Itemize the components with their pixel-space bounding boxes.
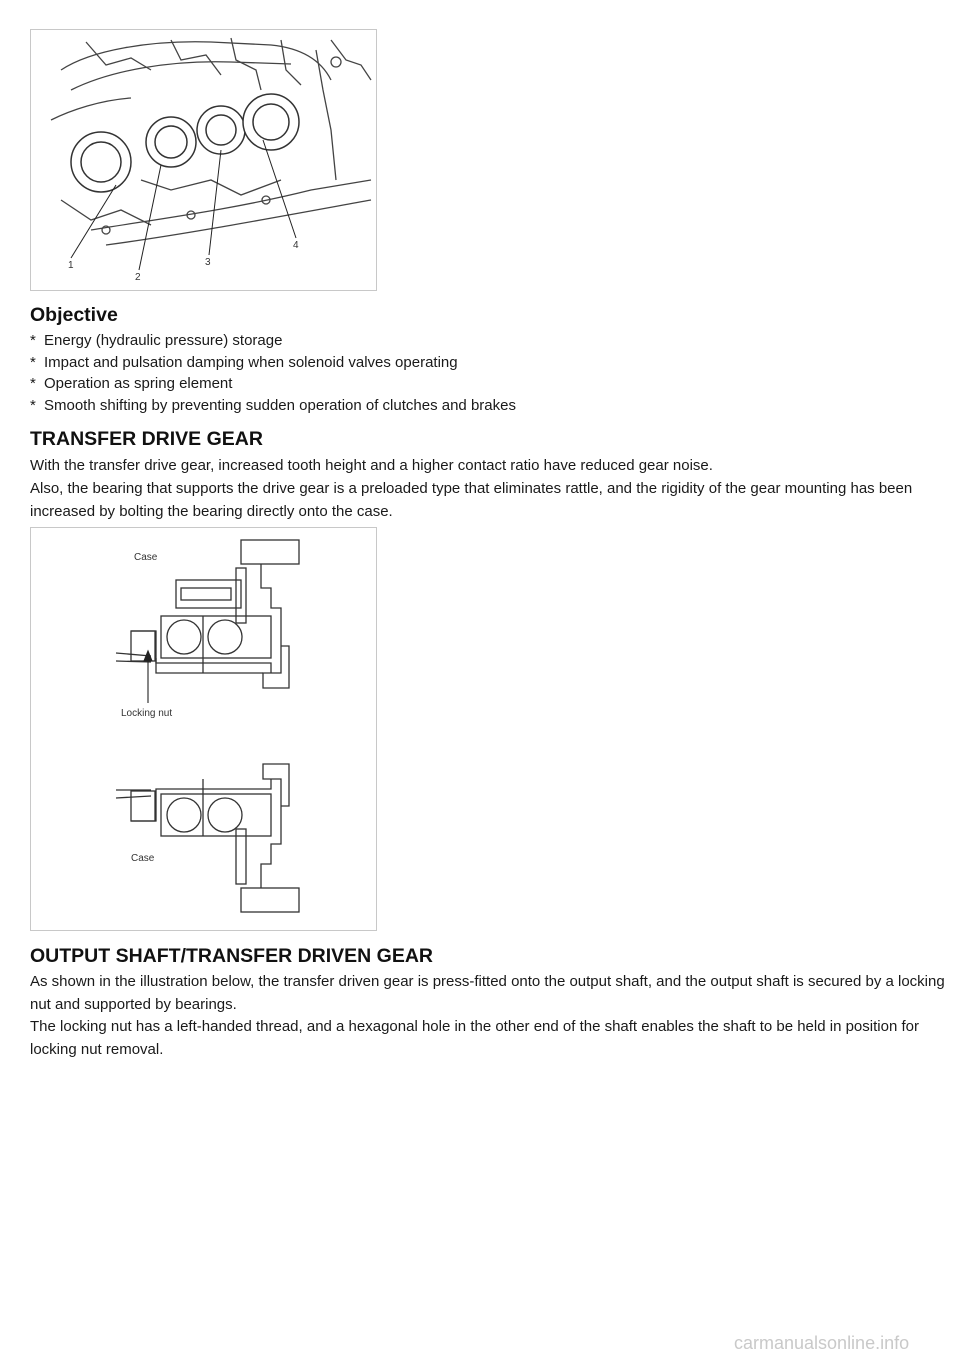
accumulator-illustration [30,29,377,291]
locking-nut-label: Locking nut [121,708,173,719]
transfer-drive-gear-heading: TRANSFER DRIVE GEAR [30,428,263,450]
objective-list [30,330,516,416]
objective-heading: Objective [30,304,118,326]
case-label-bottom: Case [131,853,155,864]
site-watermark: carmanualsonline.info [734,1333,910,1353]
list-item: * Energy (hydraulic pressure) storage [30,332,283,349]
transfer-drive-gear-illustration [30,527,377,931]
list-item: * Operation as spring element [30,375,233,392]
callout-4: 4 [293,240,299,251]
transfer-drive-gear-paragraph-2: Also, the bearing that supports the drive gear is a preloaded type that eliminates rattle, and the rigidity of the gear mounting has been increased by bolting the bearing directly onto the case. [30,480,913,520]
list-item: * Impact and pulsation damping when solenoid valves operating [30,353,458,371]
callout-3: 3 [205,257,211,268]
callout-1: 1 [68,260,74,271]
output-shaft-heading: OUTPUT SHAFT/TRANSFER DRIVEN GEAR [30,945,434,967]
list-item: * Smooth shifting by preventing sudden operation of clutches and brakes [30,396,516,414]
callout-2: 2 [135,272,141,283]
output-shaft-paragraph-2: The locking nut has a left-handed thread, and a hexagonal hole in the other end of the shaft enables the shaft to be held in position for locking nut removal. [30,1018,919,1058]
case-label-top: Case [134,552,158,563]
transfer-drive-gear-paragraph-1: With the transfer drive gear, increased tooth height and a higher contact ratio have reduced gear noise. [30,457,713,474]
output-shaft-paragraph-1: As shown in the illustration below, the transfer driven gear is press-fitted onto the output shaft, and the output shaft is secured by a locking nut and supported by bearings. [30,973,945,1013]
